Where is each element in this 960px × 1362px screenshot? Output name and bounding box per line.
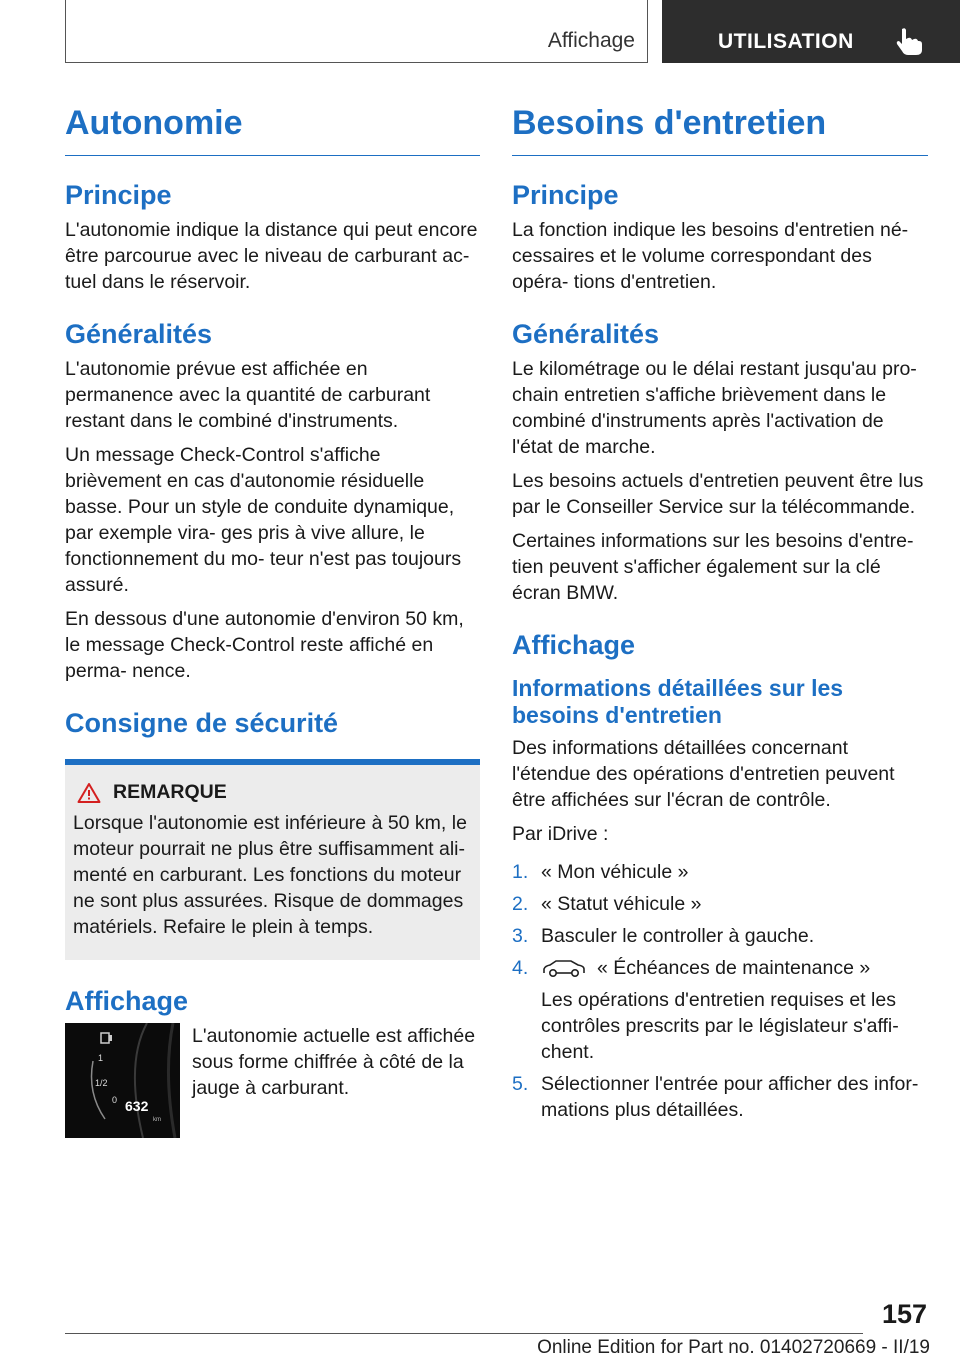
generalites-heading: Généralités: [512, 319, 660, 349]
step-number: 1.: [512, 861, 529, 883]
step-text: « Mon véhicule »: [541, 861, 689, 883]
list-item: [512, 923, 928, 949]
gauge-range-value: 632: [125, 1098, 149, 1114]
step-text: « Statut véhicule »: [541, 893, 702, 915]
notice-text: Lorsque l'autonomie est inférieure à 50 km, le moteur pourrait ne plus être suffisamment ali‐ menté en carburant. Les fonctions du moteur ne sont plus assurées. Risque de dommages matériels. Refaire le plein à temps.: [73, 812, 467, 938]
generalites-paragraph: Le kilométrage ou le délai restant jusqu'au pro‐ chain entretien s'affiche brièvement dans le combiné d'instruments après l'activation de l'état de marche.: [512, 358, 917, 458]
affichage-text: L'autonomie actuelle est affichée sous forme chiffrée à côté de la jauge à carburant.: [192, 1025, 476, 1099]
step-number: 5.: [512, 1073, 529, 1095]
principe-text: L'autonomie indique la distance qui peut encore être parcourue avec le niveau de carburant ac‐ tuel dans le réservoir.: [65, 219, 478, 293]
besoins-entretien-title: Besoins d'entretien: [512, 100, 928, 156]
safety-heading: Consigne de sécurité: [65, 708, 339, 738]
generalites-paragraph: Un message Check-Control s'affiche brièvement en cas d'autonomie résiduelle basse. Pour un style de conduite dynamique, par exemple vira‐ ges pris à vive allure, le fonctionnement du mo‐ teur n'est pas toujours assuré.: [65, 444, 462, 596]
step-text: « Échéances de maintenance »: [597, 957, 871, 979]
idrive-label: Par iDrive :: [512, 823, 609, 845]
header-chapter-label: UTILISATION: [718, 30, 854, 53]
step-subtext: Les opérations d'entretien requises et les contrôles prescrits par le législateur s'affi‐ chent.: [541, 989, 899, 1063]
right-column: [512, 100, 928, 1129]
affichage-heading: Affichage: [65, 986, 189, 1016]
gauge-label-full: 1: [98, 1053, 104, 1063]
gauge-label-empty: 0: [112, 1095, 118, 1105]
details-heading: Informations détaillées sur les besoins d'entretien: [512, 675, 844, 728]
generalites-heading: Généralités: [65, 319, 213, 349]
step-number: 3.: [512, 925, 529, 947]
page-number: 157: [881, 1299, 927, 1329]
footer-edition: Online Edition for Part no. 01402720669 - II/19: [537, 1337, 930, 1358]
list-item: [512, 1071, 928, 1123]
notice-title: REMARQUE: [113, 781, 227, 803]
principe-heading: Principe: [65, 180, 172, 210]
generalites-paragraph: Certaines informations sur les besoins d'entre‐ tien peuvent s'afficher également sur la clé écran BMW.: [512, 530, 914, 604]
warning-triangle-icon: [77, 782, 101, 804]
pointing-hand-icon: [893, 27, 923, 55]
gauge-label-half: 1/2: [95, 1078, 108, 1088]
car-icon: [541, 959, 587, 979]
list-item: [512, 955, 928, 1065]
fuel-gauge-image: [65, 1023, 180, 1138]
details-text: Des informations détaillées concernant l'étendue des opérations d'entretien peuvent être affichées sur l'écran de contrôle.: [512, 737, 895, 811]
step-number: 4.: [512, 957, 529, 979]
affichage-figure: [65, 1023, 480, 1138]
generalites-paragraph: Les besoins actuels d'entretien peuvent être lus par le Conseiller Service sur la télécommande.: [512, 470, 924, 518]
step-number: 2.: [512, 893, 529, 915]
autonomie-title: Autonomie: [65, 100, 480, 156]
header-section-title: Affichage: [547, 29, 635, 52]
principe-heading: Principe: [512, 180, 619, 210]
step-text: Sélectionner l'entrée pour afficher des infor‐ mations plus détaillées.: [541, 1073, 919, 1121]
notice-box: [65, 765, 480, 960]
left-column: [65, 100, 480, 1138]
generalites-paragraph: En dessous d'une autonomie d'environ 50 km, le message Check-Control reste affiché en perma‐ nence.: [65, 608, 464, 682]
step-text: Basculer le controller à gauche.: [541, 925, 815, 947]
list-item: [512, 891, 928, 917]
footer-divider: [65, 1333, 863, 1334]
idrive-steps-list: [512, 859, 928, 1123]
affichage-heading: Affichage: [512, 630, 636, 660]
principe-text: La fonction indique les besoins d'entretien né‐ cessaires et le volume correspondant des opéra‐ tions d'entretien.: [512, 219, 909, 293]
list-item: [512, 859, 928, 885]
generalites-paragraph: L'autonomie prévue est affichée en permanence avec la quantité de carburant restant dans le combiné d'instruments.: [65, 358, 431, 432]
gauge-range-unit: km: [153, 1117, 161, 1123]
